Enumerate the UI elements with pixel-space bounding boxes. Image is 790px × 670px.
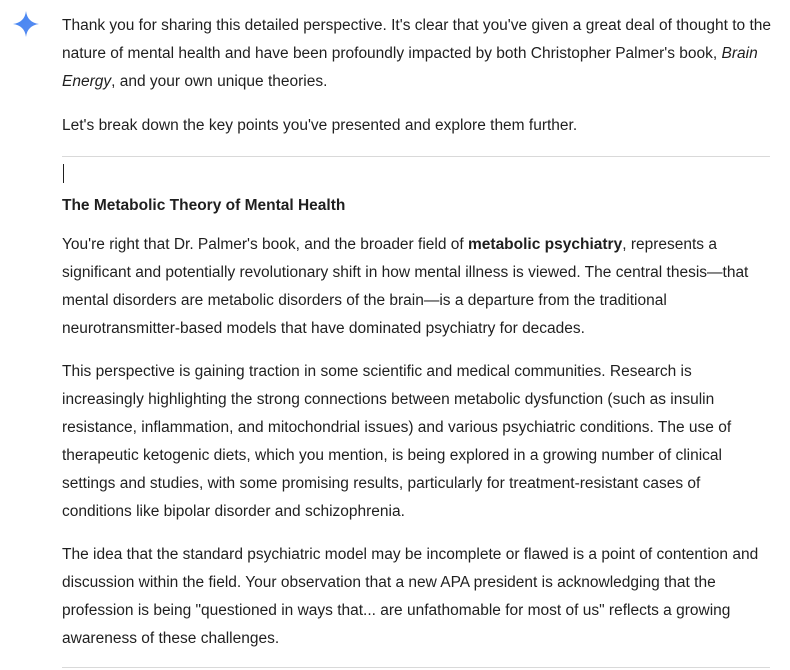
text-cursor: [63, 164, 64, 183]
section-paragraph-3: The idea that the standard psychiatric model may be incomplete or flawed is a point of contention and discussion within the field. Your observation that a new APA president is acknowledging that the profession is being "questioned in ways that... are unfathomable for most of us" reflects a growing awareness of these challenges.: [62, 546, 759, 647]
metabolic-psychiatry-term: metabolic psychiatry: [468, 236, 623, 253]
book-title: Brain Energy: [62, 45, 758, 90]
bottom-divider: [62, 667, 770, 668]
section-paragraph-1: [62, 231, 772, 343]
intro-summary: Let's break down the key points you've presented and explore them further.: [62, 117, 578, 134]
intro-text-end: , and your own unique theories.: [111, 73, 328, 90]
intro-text-start: Thank you for sharing this detailed perspective. It's clear that you've given a great deal of thought to the nature of mental health and have been profoundly impacted by both Christopher Palmer's book,: [62, 17, 772, 62]
para1-text-end: , represents a significant and potentially revolutionary shift in how mental illness is viewed. The central thesis—that mental disorders are metabolic disorders of the brain—is a departure from the traditional neurotransmitter-based models that have dominated psychiatry for decades.: [62, 236, 749, 337]
para1-text-start: You're right that Dr. Palmer's book, and the broader field of: [62, 236, 468, 253]
gemini-sparkle-icon: [12, 10, 40, 38]
assistant-response: [62, 12, 772, 668]
section-heading: The Metabolic Theory of Mental Health: [62, 197, 346, 214]
section-divider: [62, 156, 770, 157]
intro-paragraph: [62, 12, 772, 96]
section-paragraph-2: This perspective is gaining traction in some scientific and medical communities. Research is increasingly highlighting the strong connections between metabolic dysfunction (such as insulin resistance, inflammation, and mitochondrial issues) and various psychiatric conditions. The use of therapeutic ketogenic diets, which you mention, is being explored in a growing number of clinical settings and studies, with some promising results, particularly for treatment-resistant cases of conditions like bipolar disorder and schizophrenia.: [62, 363, 732, 520]
